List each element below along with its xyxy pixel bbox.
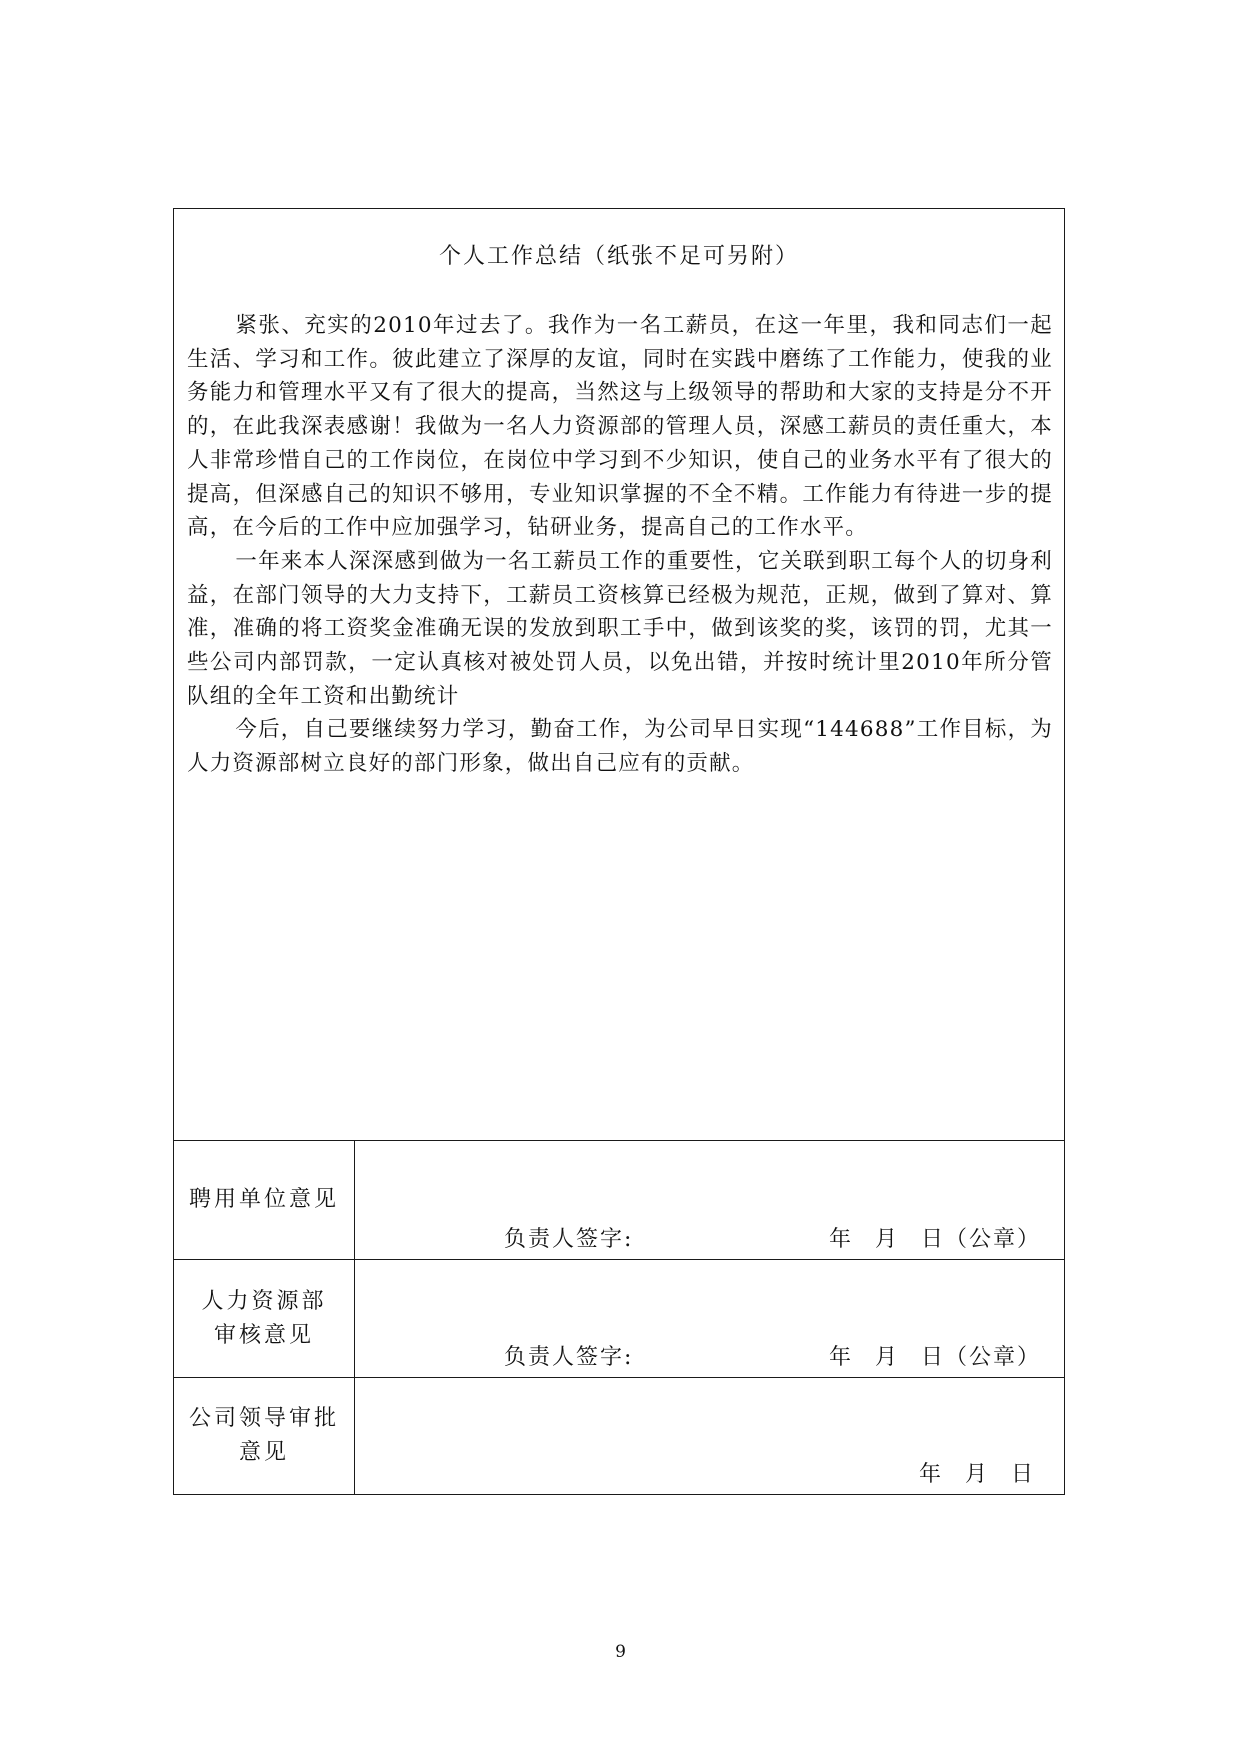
date-line (919, 1460, 1035, 1490)
row-label-line: 公司领导审批 (188, 1406, 339, 1431)
hr-review-row (174, 1260, 1064, 1378)
employer-opinion-row (174, 1141, 1064, 1260)
date-day: 日 (1011, 1462, 1036, 1487)
date-year: 年 (829, 1345, 854, 1370)
date-month: 月 (875, 1345, 900, 1370)
date-day: 日（公章） (921, 1227, 1042, 1252)
date-stamp-line (829, 1343, 1041, 1373)
date-month: 月 (875, 1227, 900, 1252)
signature-label: 负责人签字: (504, 1345, 634, 1370)
leader-approval-label (174, 1378, 355, 1494)
leader-approval-row (174, 1378, 1064, 1494)
date-month: 月 (965, 1462, 990, 1487)
row-label-line: 意见 (238, 1440, 289, 1465)
date-year: 年 (829, 1227, 854, 1252)
employer-opinion-label (174, 1141, 355, 1259)
row-label-line: 审核意见 (213, 1322, 314, 1348)
row-label-line: 人力资源部 (201, 1288, 327, 1314)
summary-body (187, 309, 1053, 781)
summary-paragraph: 紧张、充实的2010年过去了。我作为一名工薪员，在这一年里，我和同志们一起生活、学习和工作。彼此建立了深厚的友谊，同时在实践中磨练了工作能力，使我的业务能力和管理水平又有了很大的提高，当然这与上级领导的帮助和大家的支持是分不开的，在此我深表感谢！我做为一名人力资源部的管理人员，深感工薪员的责任重大，本人非常珍惜自己的工作岗位，在岗位中学习到不少知识，使自己的业务水平有了很大的提高，但深感自己的知识不够用，专业知识掌握的不全不精。工作能力有待进一步的提高，在今后的工作中应加强学习，钻研业务，提高自己的工作水平。 (187, 313, 1053, 541)
page-number: 9 (615, 1642, 626, 1662)
signature-label: 负责人签字: (504, 1227, 634, 1252)
summary-paragraph: 今后，自己要继续努力学习，勤奋工作，为公司早日实现“144688”工作目标，为人力资源部树立良好的部门形象，做出自己应有的贡献。 (187, 717, 1053, 777)
summary-title: 个人工作总结（纸张不足可另附） (438, 244, 799, 269)
work-summary-section (174, 209, 1064, 1141)
date-year: 年 (919, 1462, 944, 1487)
date-stamp-line (829, 1225, 1041, 1255)
date-day: 日（公章） (921, 1345, 1042, 1370)
summary-paragraph: 一年来本人深深感到做为一名工薪员工作的重要性，它关联到职工每个人的切身利益，在部门领导的大力支持下，工薪员工资核算已经极为规范，正规，做到了算对、算准，准确的将工资奖金准确无误的发放到职工手中，做到该奖的奖，该罚的罚，尤其一些公司内部罚款，一定认真核对被处罚人员，以免出错，并按时统计里2010年所分管队组的全年工资和出勤统计 (187, 548, 1053, 709)
hr-review-label (174, 1260, 355, 1377)
approval-form (173, 208, 1065, 1495)
row-label-line: 聘用单位意见 (188, 1187, 339, 1212)
